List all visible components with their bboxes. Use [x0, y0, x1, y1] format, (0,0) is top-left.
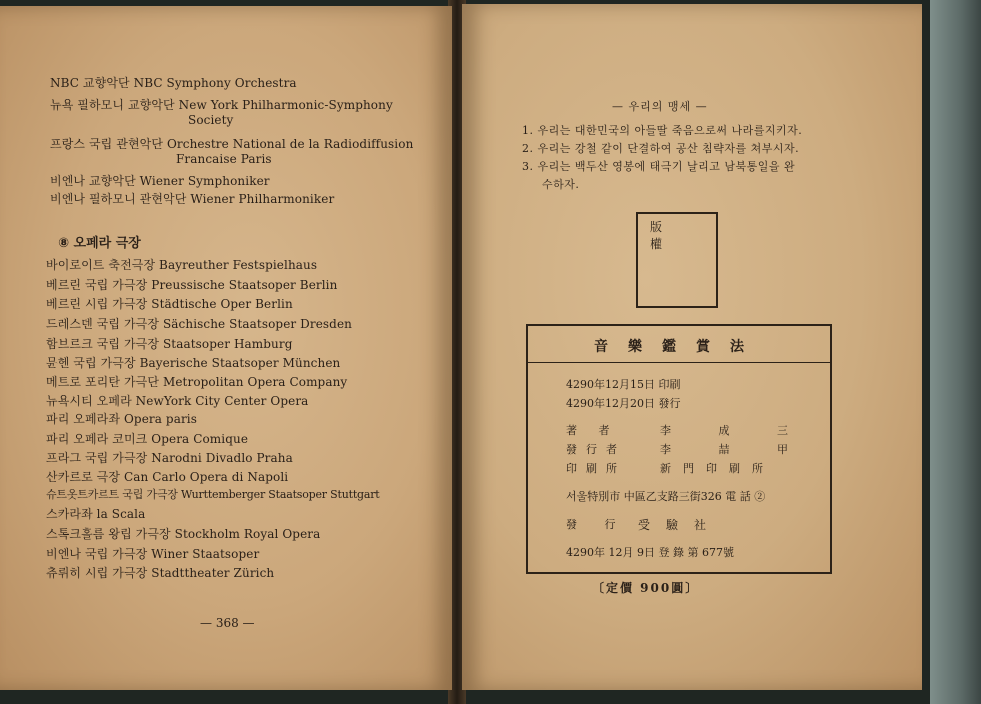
- orchestra-line: 비엔나 교향악단 Wiener Symphoniker: [50, 174, 270, 188]
- opera-line: 산카르로 극장 Can Carlo Opera di Napoli: [46, 470, 289, 484]
- print-date: 4290年12月15日 印刷: [566, 378, 681, 391]
- opera-line: 뮨헨 국립 가극장 Bayerische Staatsoper München: [46, 356, 341, 370]
- opera-line: 비엔나 국립 가극장 Winer Staatsoper: [46, 547, 260, 561]
- opera-line: 파리 오페라 코미크 Opera Comique: [46, 432, 249, 446]
- publisher-address: 서울特別市 中區乙支路三街326 電 話 ②: [566, 490, 766, 503]
- issuer-name: 受驗社: [638, 518, 723, 532]
- publisher-label: 發行者: [566, 443, 626, 456]
- orchestra-line: 프랑스 국립 관현악단 Orchestre National de la Radiodiffusion: [50, 137, 414, 151]
- oath-line: 2. 우리는 강철 같이 단결하여 공산 침략자를 쳐부시자.: [522, 142, 800, 155]
- oath-line: 3. 우리는 백두산 영봉에 태극기 날리고 남북통일을 완: [522, 160, 796, 173]
- opera-line: 슈트옷트카르트 국립 가극장 Wurttemberger Staatsoper Stuttgart: [46, 488, 380, 501]
- page-number: — 368 —: [200, 616, 255, 630]
- section-heading: ⑧ 오페라 극장: [58, 236, 141, 251]
- oath-line: 수하자.: [542, 178, 580, 191]
- orchestra-line: 뉴욕 필하모니 교향악단 New York Philharmonic-Symphony: [50, 98, 393, 112]
- publisher-name: 李 喆 甲: [660, 443, 810, 456]
- oath-line: 1. 우리는 대한민국의 아들딸 죽음으로써 나라를지키자.: [522, 124, 803, 137]
- orchestra-line: NBC 교향악단 NBC Symphony Orchestra: [50, 76, 297, 90]
- opera-line: 스톡크홀름 왕립 가극장 Stockholm Royal Opera: [46, 527, 321, 541]
- orchestra-line: Francaise Paris: [176, 152, 272, 166]
- opera-line: 바이로이트 축전극장 Bayreuther Festspielhaus: [46, 258, 318, 272]
- opera-line: 츄뤼히 시립 가극장 Stadttheater Zürich: [46, 566, 275, 580]
- opera-line: 함브르크 국립 가극장 Staatsoper Hamburg: [46, 337, 293, 351]
- right-page: [462, 4, 922, 690]
- printer-name: 新門印刷所: [660, 462, 775, 475]
- opera-line: 드레스덴 국립 가극장 Sächische Staatsoper Dresden: [46, 317, 352, 331]
- opera-line: 스카라좌 la Scala: [46, 507, 146, 521]
- opera-line: 프라그 국립 가극장 Narodni Divadlo Praha: [46, 451, 293, 465]
- opera-line: 메트로 포리탄 가극단 Metropolitan Opera Company: [46, 375, 348, 389]
- left-page: [0, 6, 452, 690]
- orchestra-line: Society: [188, 113, 234, 127]
- price-label: 〔定價 900圓〕: [592, 581, 700, 595]
- copyright-stamp-box: [636, 212, 718, 308]
- colophon-divider: [528, 362, 830, 363]
- publish-date: 4290年12月20日 發行: [566, 397, 681, 410]
- issuer-label: 發 行: [566, 518, 628, 531]
- book-title: 音樂鑑賞法: [594, 339, 764, 355]
- opera-line: 베르린 시립 가극장 Städtische Oper Berlin: [46, 297, 293, 311]
- author-label: 著 者: [566, 424, 619, 437]
- colophon-box: [526, 324, 832, 574]
- orchestra-line: 비엔나 필하모니 관현악단 Wiener Philharmoniker: [50, 192, 335, 206]
- opera-line: 베르린 국립 가극장 Preussische Staatsoper Berlin: [46, 278, 338, 292]
- opera-line: 뉴욕시티 오페라 NewYork City Center Opera: [46, 394, 309, 408]
- book-cover-edge: [930, 0, 981, 704]
- oath-title: — 우리의 맹세 —: [612, 100, 708, 113]
- copyright-stamp-label: 版 權: [650, 220, 677, 251]
- printer-label: 印刷所: [566, 462, 626, 475]
- author-name: 李 成 三: [660, 424, 810, 437]
- opera-line: 파리 오페라좌 Opera paris: [46, 412, 197, 426]
- registration-line: 4290年 12月 9日 登 錄 第 677號: [566, 546, 734, 559]
